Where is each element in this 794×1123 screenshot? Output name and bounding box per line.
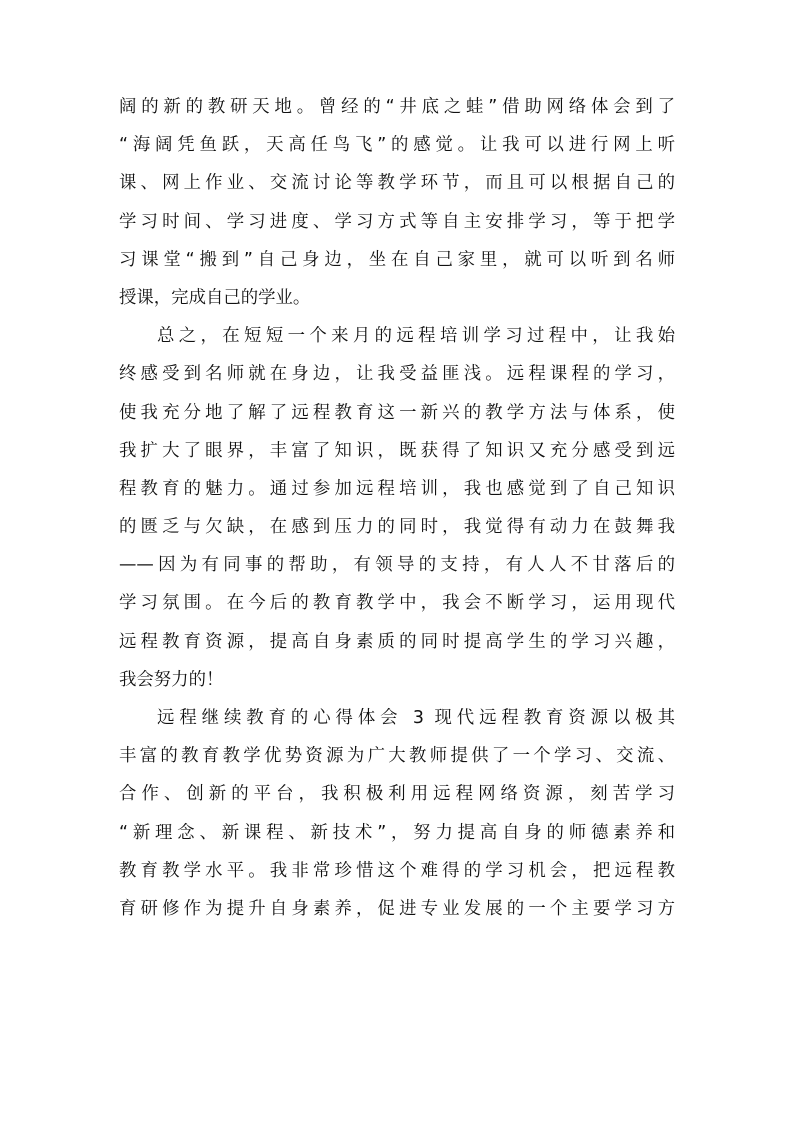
text-line: ——因为有同事的帮助，有领导的支持，有人人不甘落后的 (119, 555, 675, 576)
text-line: 终感受到名师就在身边，让我受益匪浅。远程课程的学习， (119, 364, 675, 385)
text-line: “新理念、新课程、新技术”，努力提高自身的师德素养和 (119, 822, 675, 843)
text-line: 使我充分地了解了远程教育这一新兴的教学方法与体系，使 (119, 402, 675, 423)
text-line: 习课堂“搬到”自己身边，坐在自己家里，就可以听到名师 (119, 249, 675, 270)
text-line: 授课，完成自己的学业。 (119, 287, 311, 308)
text-line: 教育教学水平。我非常珍惜这个难得的学习机会，把远程教 (119, 860, 675, 881)
text-line: 课、网上作业、交流讨论等教学环节，而且可以根据自己的 (119, 173, 675, 194)
text-line: 学习氛围。在今后的教育教学中，我会不断学习，运用现代 (119, 593, 675, 614)
document-body (119, 88, 675, 928)
text-line: 的匮乏与欠缺，在感到压力的同时，我觉得有动力在鼓舞我 (119, 517, 675, 538)
paragraph-3 (119, 699, 675, 928)
text-line: 远程教育资源，提高自身素质的同时提高学生的学习兴趣， (119, 631, 675, 652)
text-line: “海阔凭鱼跃，天高任鸟飞”的感觉。让我可以进行网上听 (119, 135, 675, 156)
text-line: 我扩大了眼界，丰富了知识，既获得了知识又充分感受到远 (119, 440, 675, 461)
text-line: 远程继续教育的心得体会 3 现代远程教育资源以极其 (157, 708, 675, 728)
text-line: 我会努力的！ (119, 669, 224, 690)
text-line: 总之，在短短一个来月的远程培训学习过程中，让我始 (157, 326, 675, 347)
text-line: 阔的新的教研天地。曾经的“井底之蛙”借助网络体会到了 (119, 97, 675, 117)
paragraph-2 (119, 317, 675, 699)
text-line: 丰富的教育教学优势资源为广大教师提供了一个学习、交流、 (119, 746, 675, 767)
text-line: 合作、创新的平台，我积极利用远程网络资源，刻苦学习 (119, 784, 675, 805)
text-line: 程教育的魅力。通过参加远程培训，我也感觉到了自己知识 (119, 478, 675, 499)
paragraph-1 (119, 88, 675, 317)
text-line: 学习时间、学习进度、学习方式等自主安排学习，等于把学 (119, 211, 675, 232)
text-line: 育研修作为提升自身素养，促进专业发展的一个主要学习方 (119, 898, 675, 919)
